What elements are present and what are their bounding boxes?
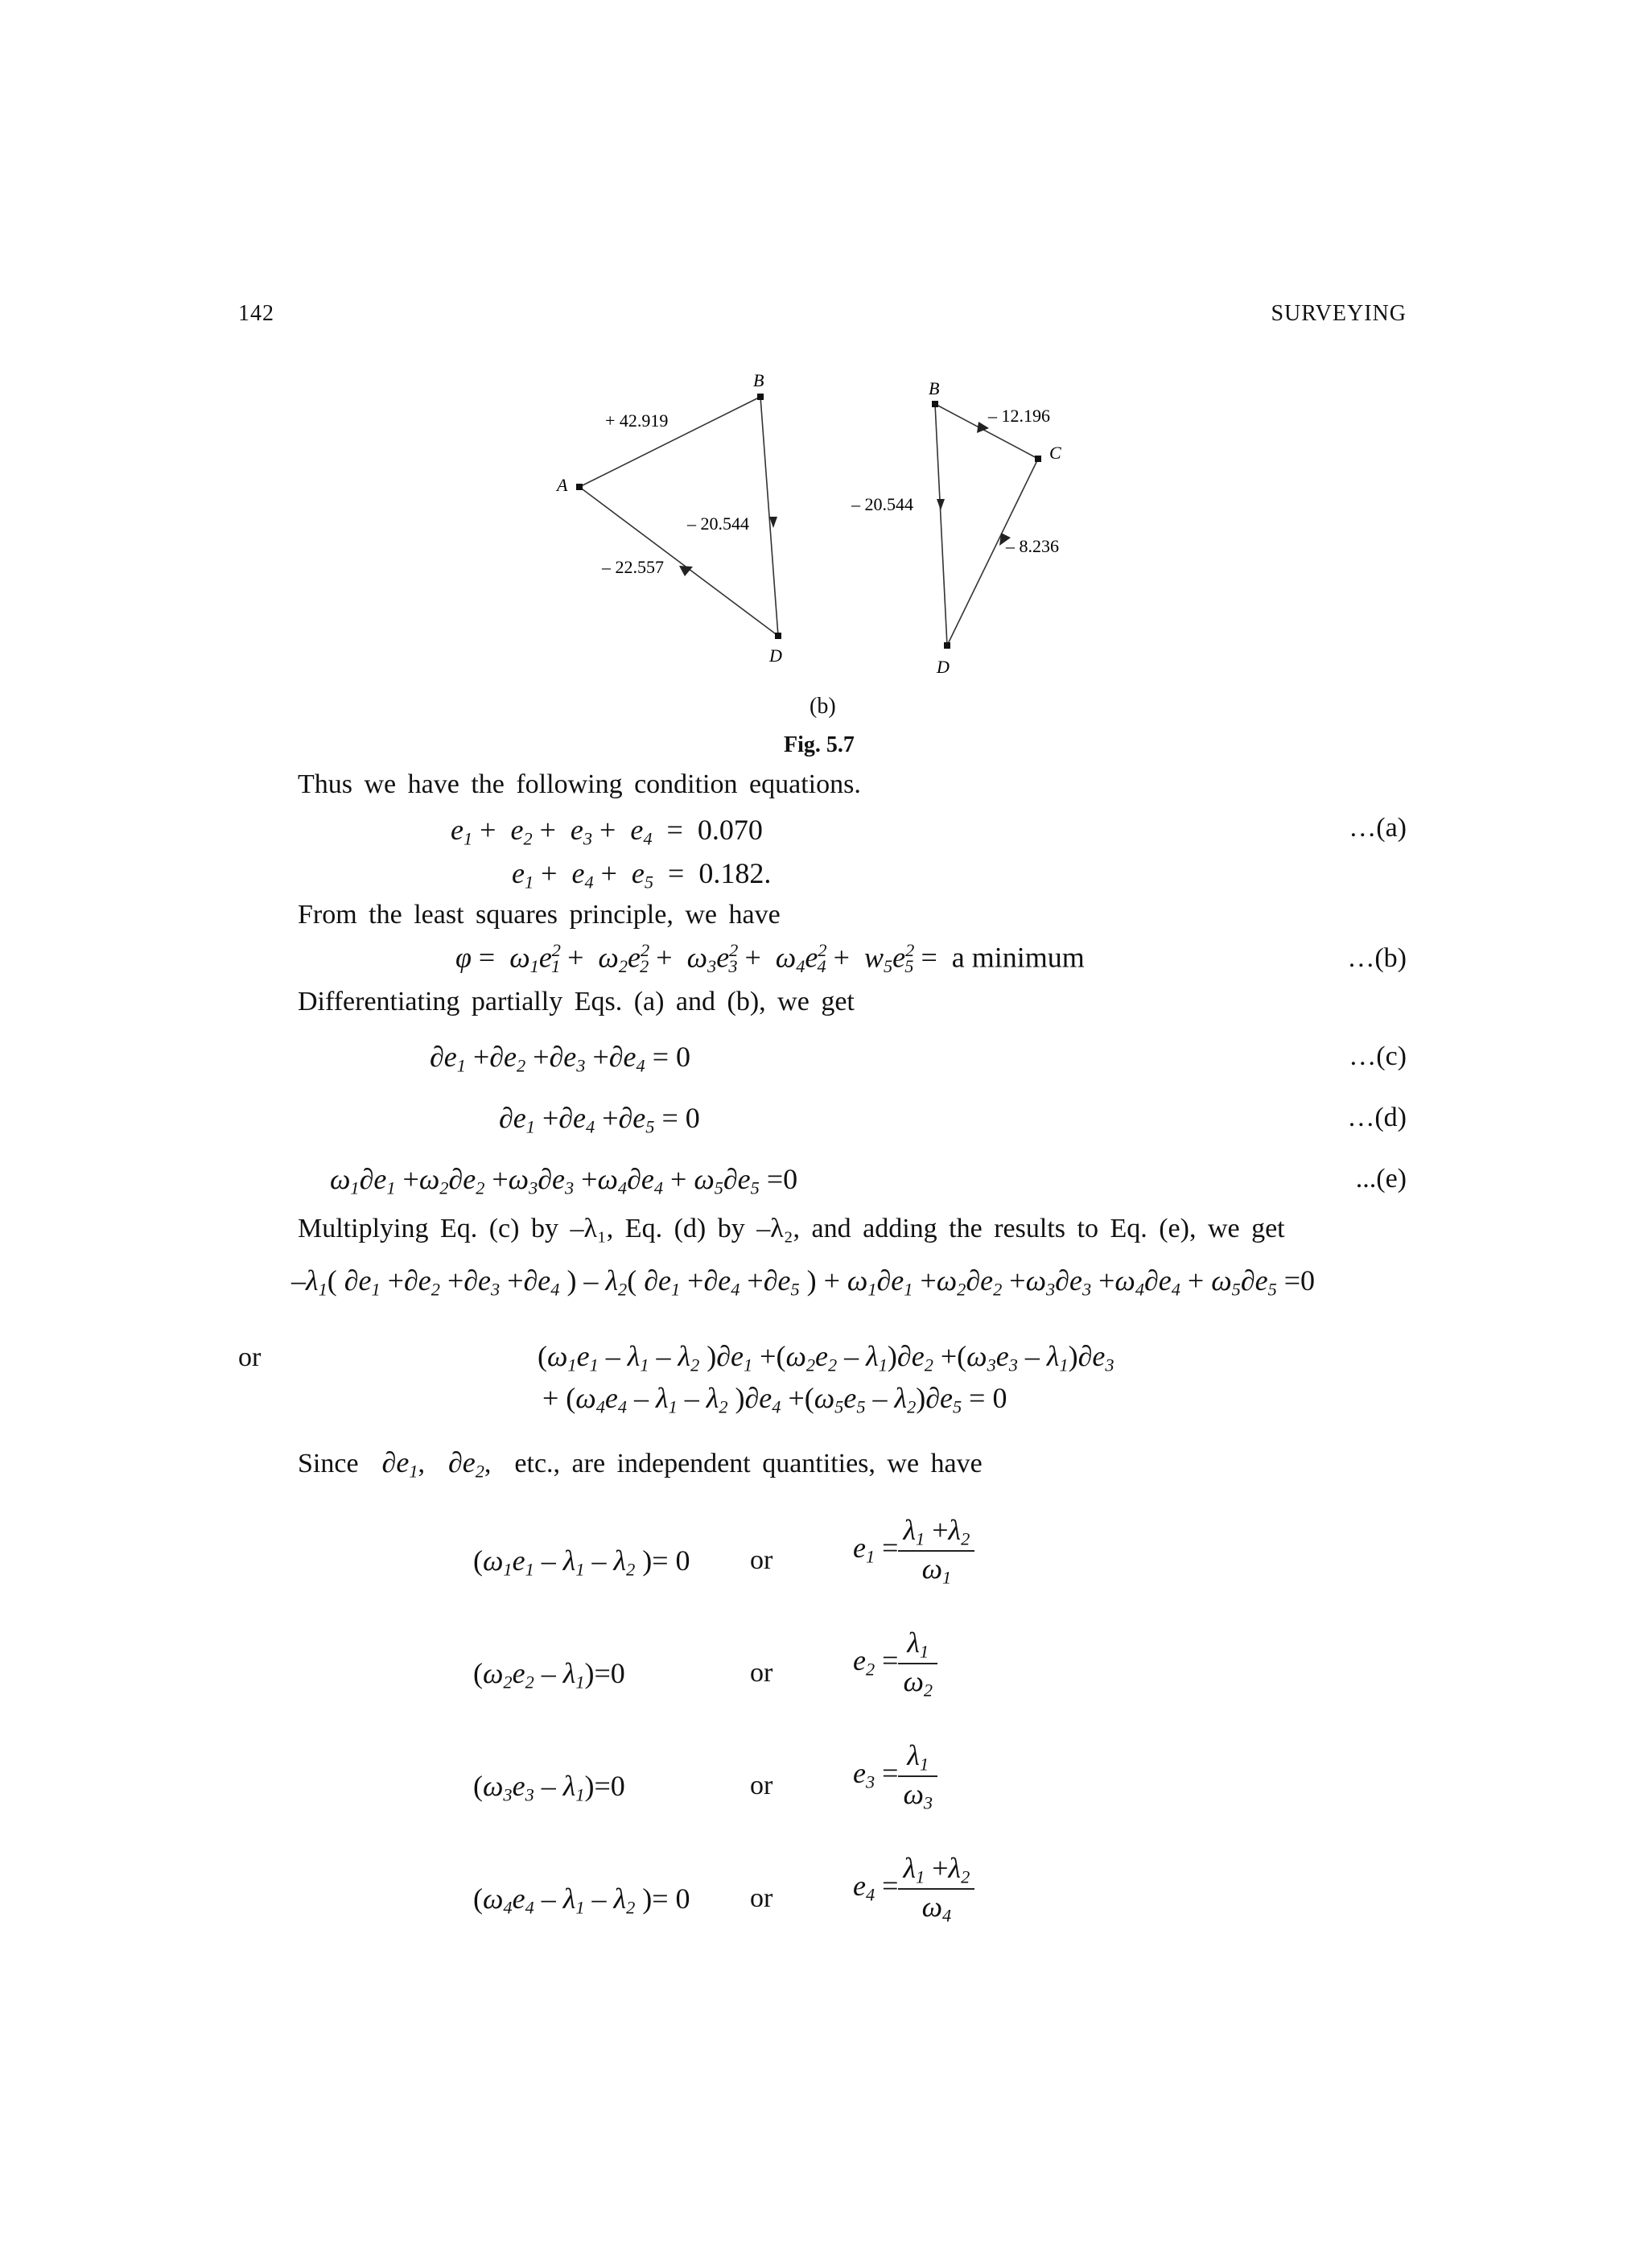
label-bc: – 12.196 — [988, 406, 1050, 426]
paragraph-differentiating: Differentiating partially Eqs. (a) and (b), we get — [298, 987, 855, 1016]
point-a-label: A — [557, 475, 568, 495]
label-ab: + 42.919 — [605, 410, 669, 431]
solution-row3-right: $e_3$ = $\frac{\lambda_1}{\omega_3}$ — [853, 1738, 937, 1813]
point-d2-label: D — [937, 657, 950, 677]
station-d-marker — [775, 633, 781, 639]
solution-row1-right: $e_1$ = $\frac{\lambda_1 +\lambda_2}{\omega_1}$ — [853, 1513, 974, 1588]
equation-e: $\omega_1\partial e_1 +\omega_2\partial e_2 +\omega_3\partial e_3 +\omega_4\partial e_4 + \omega_5\partial e_5 =0$ — [330, 1163, 798, 1198]
solution-row3-left: $(\omega_3e_3 - \lambda_1)=0$ — [473, 1770, 625, 1805]
station-b2-marker — [932, 401, 938, 407]
or-word-row4: or — [750, 1883, 773, 1913]
paragraph-least-squares: From the least squares principle, we have — [298, 900, 781, 930]
solution-row4-left: ($\omega_4e_4 - \lambda_1 - \lambda_2$ )= 0 — [473, 1882, 690, 1918]
page-number: 142 — [238, 301, 274, 326]
label-cd: – 8.236 — [1006, 536, 1059, 556]
since-suffix: etc., are independent quantities, we have — [514, 1449, 983, 1478]
or-word-row3: or — [750, 1771, 773, 1800]
label-bd-right: – 20.544 — [851, 494, 913, 514]
or-label: or — [238, 1342, 262, 1372]
running-title: SURVEYING — [1271, 301, 1407, 326]
right-triangle — [935, 404, 1038, 645]
station-c-marker — [1035, 456, 1041, 462]
figure-caption: Fig. 5.7 — [784, 732, 855, 757]
equation-a: $e_1 + e_2 + e_3 + e_4 = 0.070$ — [451, 814, 763, 849]
point-b2-label: B — [929, 378, 940, 398]
tag-a: …(a) — [1349, 813, 1407, 843]
solution-row4-right: $e_4$ = $\frac{\lambda_1 +\lambda_2}{\omega_4}$ — [853, 1851, 974, 1926]
equation-b-rhs: a minimum — [951, 941, 1085, 974]
tag-d: …(d) — [1347, 1103, 1407, 1132]
station-a-marker — [576, 484, 583, 490]
point-b-label: B — [753, 370, 764, 390]
tag-c: …(c) — [1349, 1041, 1407, 1071]
line-bd-right — [935, 404, 947, 645]
label-bd-left: – 20.544 — [687, 513, 749, 534]
equation-a2-value: 0.182. — [698, 857, 772, 889]
figure-triangles — [515, 362, 1094, 700]
equation-b: $\varphi = \omega_1e^2_1 + \omega_2e^2_2 + \omega_3e^2_3 + \omega_4e^2_4 + w_5e^2_5 = a$ minimum — [455, 940, 1085, 977]
figure-sub-label: (b) — [810, 694, 836, 719]
equation-combined: $-\lambda_1$( $\partial e_1 +\partial e_2 +\partial e_3 +\partial e_4$ ) – $\lambda_2$( $\partial e_1 +\partial e_4 +\partial e_5$ ) + $\omega_1\partial e_1 +\omega_2\partial e_2 +\omega_3\partial e_3 +\omega_4\partial e_4 + \omega_5\partial e_5 =0$ — [291, 1264, 1316, 1300]
or-word-row2: or — [750, 1658, 773, 1688]
arrow-bd-right — [937, 499, 945, 510]
tag-b: …(b) — [1347, 943, 1407, 973]
solution-row2-left: $(\omega_2e_2 - \lambda_1)=0$ — [473, 1657, 625, 1693]
equation-a-value: 0.070 — [697, 814, 763, 846]
label-da: – 22.557 — [602, 557, 664, 577]
paragraph-condition-equations: Thus we have the following condition equations. — [298, 769, 861, 799]
equation-collected-line2: + ($\omega_4e_4 - \lambda_1 - \lambda_2$ )$\partial e_4 +(\omega_5e_5 - \lambda_2)\partial e_5 = 0$ — [542, 1382, 1007, 1417]
equation-a2: $e_1 + e_4 + e_5 = 0.182$. — [512, 857, 772, 893]
station-d2-marker — [944, 642, 950, 649]
equation-c: $\partial e_1 +\partial e_2 +\partial e_3 +\partial e_4 = 0$ — [430, 1041, 690, 1076]
point-c-label: C — [1049, 443, 1061, 463]
paragraph-multiplying: Multiplying Eq. (c) by –λ₁, Eq. (d) by –λ₂, and adding the results to Eq. (e), we get — [298, 1214, 1285, 1243]
solution-row2-right: $e_2$ = $\frac{\lambda_1}{\omega_2}$ — [853, 1626, 937, 1701]
or-word-row1: or — [750, 1545, 773, 1575]
since-word: Since — [298, 1449, 359, 1478]
tag-e: ...(e) — [1355, 1164, 1407, 1194]
equation-d: $\partial e_1 +\partial e_4 +\partial e_5 = 0$ — [499, 1102, 700, 1137]
point-d-label: D — [769, 645, 782, 666]
paragraph-since: Since $\partial e_1$, $\partial e_2$, etc., are independent quantities, we have — [298, 1446, 983, 1482]
station-b-marker — [757, 394, 764, 400]
equation-collected-line1: ($\omega_1e_1 - \lambda_1 - \lambda_2$ )$\partial e_1 +(\omega_2e_2 - \lambda_1)\partial e_2 +(\omega_3e_3 - \lambda_1)\partial e_3$ — [538, 1340, 1114, 1375]
solution-row1-left: ($\omega_1e_1 - \lambda_1 - \lambda_2$ )= 0 — [473, 1544, 690, 1580]
line-bd — [760, 397, 778, 636]
